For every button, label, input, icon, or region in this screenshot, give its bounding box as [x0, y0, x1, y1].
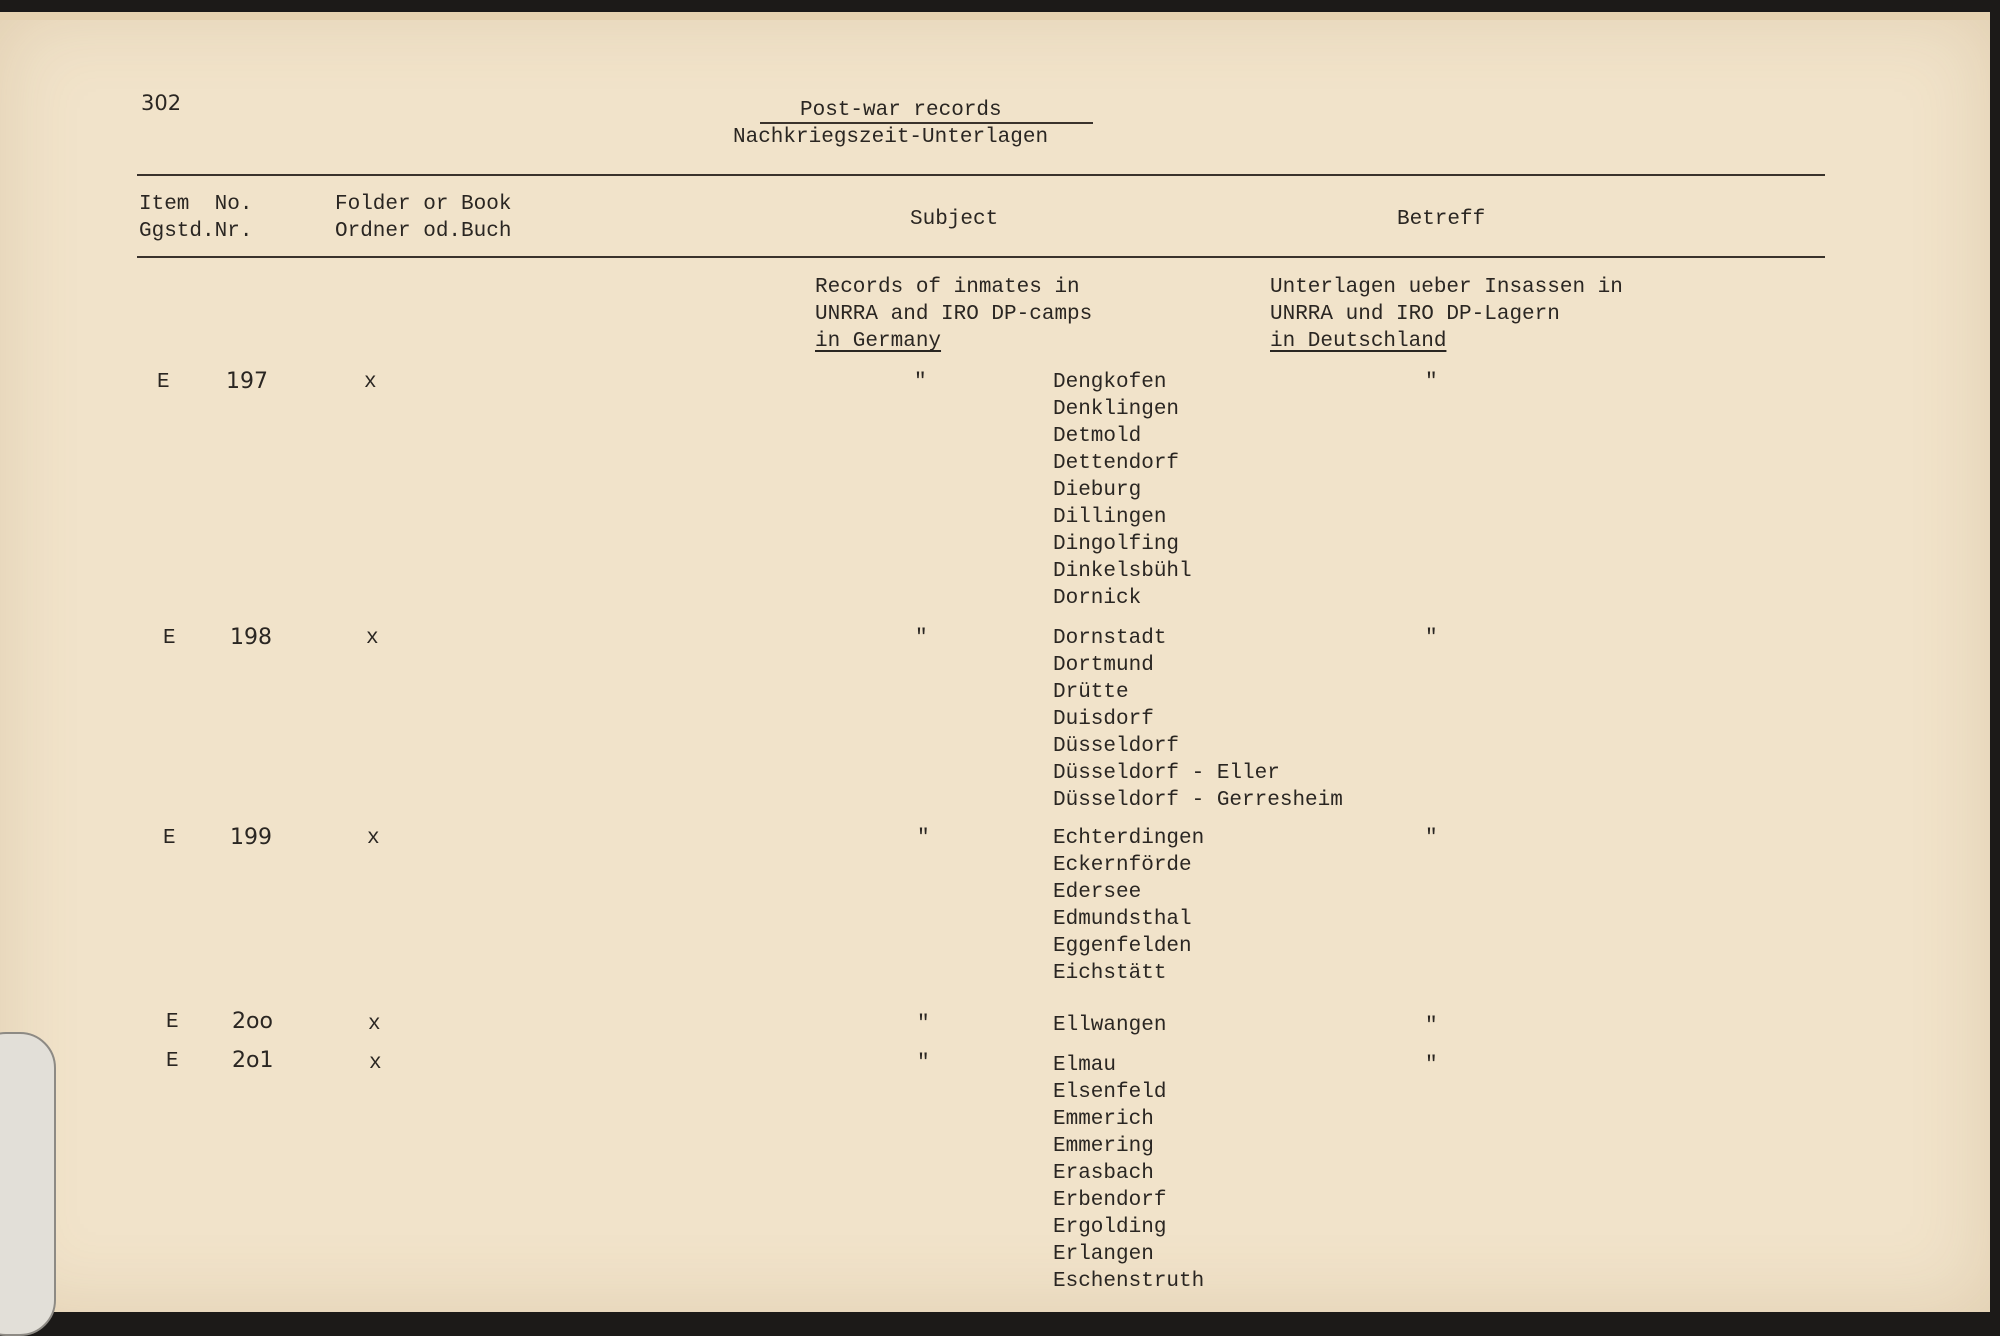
page-number: 302: [141, 91, 182, 115]
header-top-rule: [137, 174, 1825, 176]
list-item: Dornick: [1053, 587, 1142, 610]
section-betreff-line-1: Unterlagen ueber Insassen in: [1270, 276, 1623, 299]
row-number: 199: [230, 825, 272, 850]
list-item: Edmundsthal: [1053, 908, 1192, 931]
list-item: Emmering: [1053, 1135, 1154, 1158]
row-item: E: [157, 371, 170, 394]
row-folder: x: [367, 827, 380, 850]
row-places: [1053, 369, 1192, 612]
row-folder: x: [364, 371, 377, 394]
list-item: Erlangen: [1053, 1243, 1154, 1266]
list-item: Erbendorf: [1053, 1189, 1167, 1212]
row-places: [1053, 1052, 1204, 1295]
row-betreff-ditto: ": [1425, 371, 1438, 394]
list-item: Duisdorf: [1053, 708, 1154, 731]
row-subject-ditto: ": [917, 827, 930, 850]
column-item-no-en: Item No.: [139, 193, 253, 216]
section-subject-line-1: Records of inmates in: [815, 276, 1080, 299]
row-subject-ditto: ": [914, 371, 927, 394]
row-item: E: [163, 627, 176, 650]
row-subject-ditto: ": [915, 627, 928, 650]
list-item: Ergolding: [1053, 1216, 1167, 1239]
row-subject-ditto: ": [917, 1013, 930, 1036]
list-item: Echterdingen: [1053, 827, 1205, 850]
list-item: Ellwangen: [1053, 1014, 1167, 1037]
title-german: Nachkriegszeit-Unterlagen: [733, 126, 1049, 149]
row-places: [1053, 825, 1204, 987]
row-folder: x: [369, 1052, 382, 1075]
list-item: Eichstätt: [1053, 962, 1167, 985]
list-item: Dieburg: [1053, 479, 1142, 502]
column-item-no-de: Ggstd.Nr.: [139, 220, 253, 243]
list-item: Dortmund: [1053, 654, 1154, 677]
list-item: Elmau: [1053, 1054, 1117, 1077]
list-item: Dengkofen: [1053, 371, 1167, 394]
row-betreff-ditto: ": [1425, 1054, 1438, 1077]
list-item: Dettendorf: [1053, 452, 1180, 475]
list-item: Erasbach: [1053, 1162, 1154, 1185]
row-betreff-ditto: ": [1425, 1015, 1438, 1038]
row-item: E: [166, 1011, 179, 1034]
list-item: Eckernförde: [1053, 854, 1192, 877]
row-subject-ditto: ": [917, 1052, 930, 1075]
list-item: Emmerich: [1053, 1108, 1154, 1131]
list-item: Drütte: [1053, 681, 1129, 704]
column-folder-de: Ordner od.Buch: [335, 220, 512, 243]
header-bottom-rule: [137, 256, 1825, 258]
row-number: 198: [230, 625, 272, 650]
row-betreff-ditto: ": [1425, 627, 1438, 650]
list-item: Dinkelsbühl: [1053, 560, 1192, 583]
page-top-edge: [0, 12, 1990, 20]
binder-ring: [0, 1032, 56, 1336]
list-item: Düsseldorf: [1053, 735, 1180, 758]
column-betreff: Betreff: [1397, 208, 1486, 231]
column-folder-en: Folder or Book: [335, 193, 512, 216]
list-item: Dornstadt: [1053, 627, 1167, 650]
row-places: [1053, 625, 1343, 814]
section-betreff-line-3: in Deutschland: [1270, 330, 1447, 353]
row-betreff-ditto: ": [1425, 827, 1438, 850]
list-item: Elsenfeld: [1053, 1081, 1167, 1104]
list-item: Detmold: [1053, 425, 1142, 448]
list-item: Düsseldorf - Eller: [1053, 762, 1280, 785]
row-item: E: [163, 827, 176, 850]
list-item: Eschenstruth: [1053, 1270, 1205, 1293]
row-folder: x: [366, 627, 379, 650]
list-item: Dillingen: [1053, 506, 1167, 529]
row-number: 2o1: [232, 1048, 274, 1073]
row-number: 197: [226, 369, 268, 394]
title-english: Post-war records: [800, 99, 1002, 122]
list-item: Denklingen: [1053, 398, 1180, 421]
list-item: Edersee: [1053, 881, 1142, 904]
column-subject: Subject: [910, 208, 999, 231]
row-number: 2oo: [232, 1009, 273, 1034]
row-folder: x: [368, 1013, 381, 1036]
section-betreff-line-2: UNRRA und IRO DP-Lagern: [1270, 303, 1560, 326]
row-places: [1053, 1012, 1166, 1039]
section-subject-line-3: in Germany: [815, 330, 942, 353]
list-item: Düsseldorf - Gerresheim: [1053, 789, 1343, 812]
list-item: Dingolfing: [1053, 533, 1180, 556]
ledger-page: [0, 12, 1990, 1312]
row-item: E: [166, 1050, 179, 1073]
section-subject-line-2: UNRRA and IRO DP-camps: [815, 303, 1093, 326]
list-item: Eggenfelden: [1053, 935, 1192, 958]
